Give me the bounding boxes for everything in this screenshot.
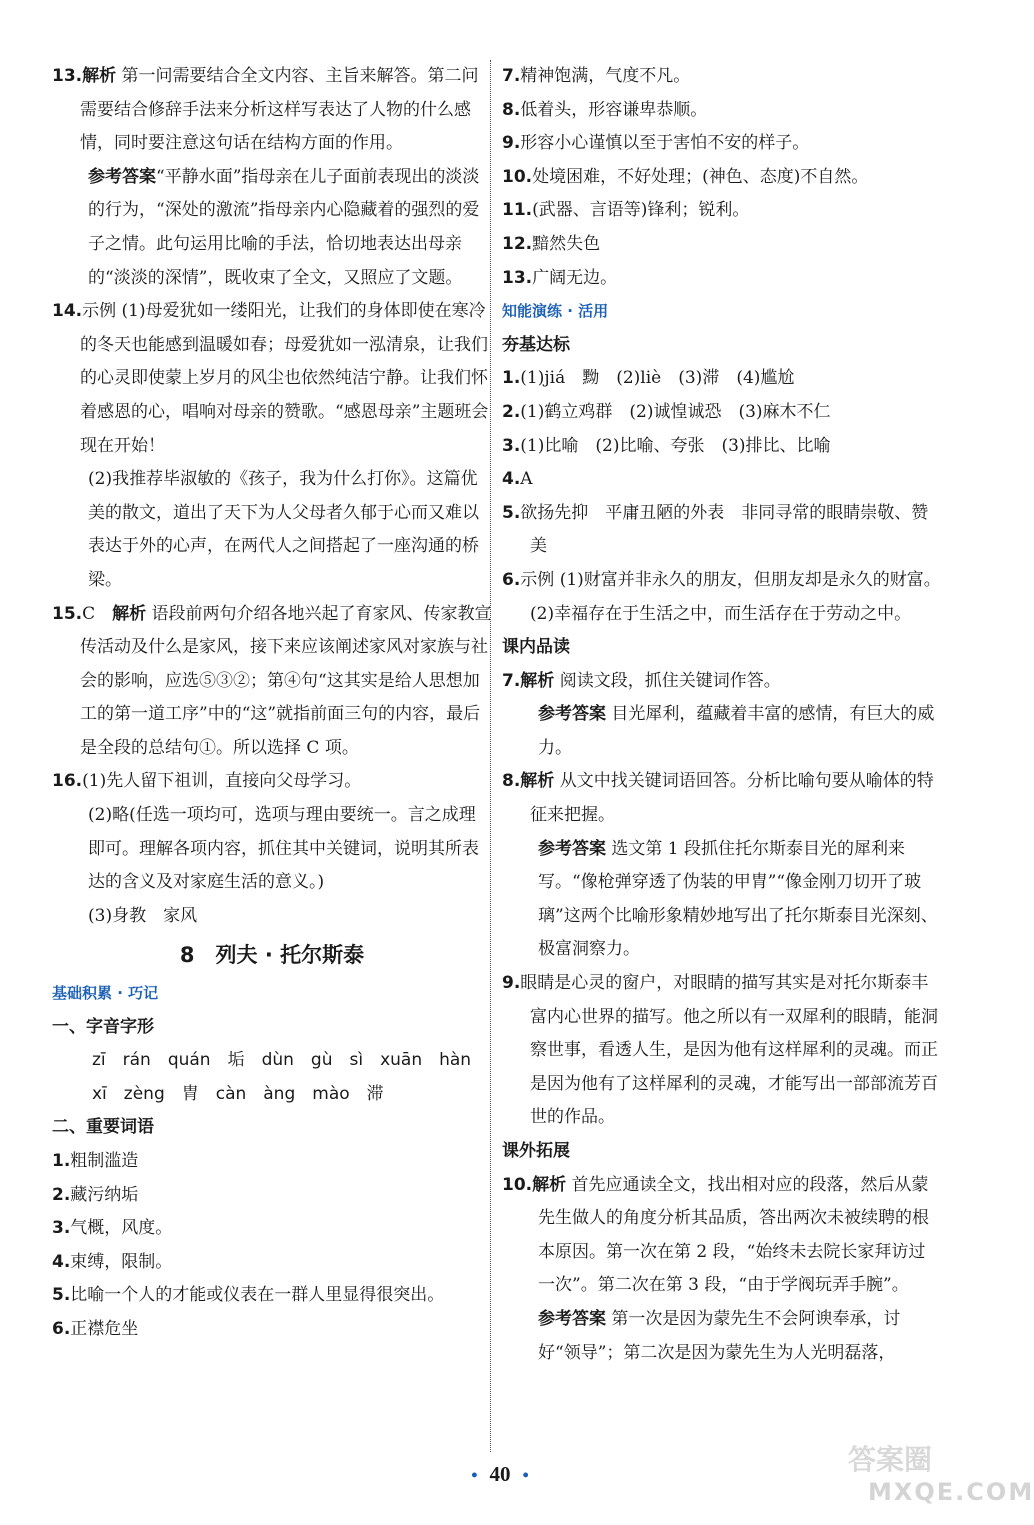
list-item: 2.(1)鹤立鸡群 (2)诚惶诚恐 (3)麻木不仁	[502, 401, 831, 422]
list-item: 12.黯然失色	[502, 233, 601, 254]
q16-part3: (3)身教 家风	[88, 905, 198, 926]
q16-part1: 16.(1)先人留下祖训，直接向父母学习。	[52, 771, 362, 792]
q16-part2: (2)略(任选一项均可，选项与理由要统一。言之成理即可。理解各项内容，抓住其中关键词，说明其所表达的含义及对家庭生活的意义。)	[88, 805, 479, 893]
list-item: 3.(1)比喻 (2)比喻、夸张 (3)排比、比喻	[502, 435, 831, 456]
list-item: 1.粗制滥造	[52, 1151, 139, 1171]
section-apply: 知能演练 · 活用	[502, 302, 609, 321]
sub-vocabulary: 二、重要词语	[52, 1117, 154, 1138]
list-item: 13.广阔无边。	[502, 267, 618, 288]
left-term-list	[52, 1145, 492, 1347]
q9: 9.眼睛是心灵的窗户，对眼睛的描写其实是对托尔斯泰丰富内心世界的描写。他之所以有一双犀利的眼睛，能洞察世事，看透人生，是因为他有这样犀利的灵魂。而正是因为他有了这样犀利的灵魂，才能写出一部部流芳百世的作品。	[502, 973, 938, 1128]
section-basic: 基础积累 · 巧记	[52, 984, 159, 1003]
q8-answer: 参考答案 选文第 1 段抓住托尔斯泰目光的犀利来写。“像枪弹穿透了伪装的甲胄”“像金刚刀切开了玻璃”这两个比喻形象精妙地写出了托尔斯泰目光深刻、极富洞察力。	[538, 838, 938, 960]
list-item: 2.藏污纳垢	[52, 1184, 139, 1205]
q14-part1: 14.示例 (1)母爱犹如一缕阳光，让我们的身体即使在寒冷的冬天也能感到温暖如春；母爱犹如一泓清泉，让我们的心灵即使蒙上岁月的风尘也依然纯洁宁静。让我们怀着感恩的心，唱响对母亲的赞歌。“感恩母亲”主题班会现在开始！	[52, 301, 489, 456]
list-item: 8.低着头，形容谦卑恭顺。	[502, 99, 708, 120]
list-item: 5.比喻一个人的才能或仪表在一群人里显得很突出。	[52, 1285, 445, 1306]
q8-analysis: 8.解析 从文中找关键词语回答。分析比喻句要从喻体的特征来把握。	[502, 771, 934, 826]
watermark-url: MXQE.COM	[868, 1478, 1034, 1506]
dot-icon: •	[522, 1465, 529, 1485]
q13-analysis: 13.解析 第一问需要结合全文内容、主旨来解答。第二问需要结合修辞手法来分析这样写表达了人物的什么感情，同时要注意这句话在结构方面的作用。	[52, 66, 479, 154]
list-item: 7.精神饱满，气度不凡。	[502, 66, 691, 86]
q13-answer: 参考答案“平静水面”指母亲在儿子面前表现出的淡淡的行为，“深处的激流”指母亲内心隐藏着的强烈的爱子之情。此句运用比喻的手法，恰切地表达出母亲的“淡淡的深情”，既收束了全文，又照应了文题。	[88, 166, 480, 288]
q5: 5.欲扬先抑 平庸丑陋的外表 非同寻常的眼睛崇敬、赞美	[502, 502, 929, 557]
sub-extension: 课外拓展	[502, 1141, 570, 1161]
q10-analysis: 10.解析 首先应通读全文，找出相对应的段落，然后从蒙先生做人的角度分析其品质，答出两次未被续聘的根本原因。第一次在第 2 段，“始终未去院长家拜访过一次”。第二次在第 3 段，“由于学阀玩弄手腕”。	[502, 1174, 929, 1296]
q10-answer: 参考答案 第一次是因为蒙先生不会阿谀奉承，讨好“领导”；第二次是因为蒙先生为人光明磊落，	[538, 1308, 901, 1363]
dot-icon: •	[471, 1465, 478, 1485]
page-number: • 40 •	[471, 1462, 529, 1486]
list-item: 4.A	[502, 469, 533, 490]
pinyin-line-2: xī zèng 胄 càn àng mào 滞	[92, 1083, 384, 1104]
watermark-logo: 答案圈	[848, 1443, 933, 1476]
q14-part2: (2)我推荐毕淑敏的《孩子，我为什么打你》。这篇优美的散文，道出了天下为人父母者久郁于心而又难以表达于外的心声，在两代人之间搭起了一座沟通的桥梁。	[88, 469, 479, 590]
list-item: 11.(武器、言语等)锋利；锐利。	[502, 200, 750, 221]
q7-analysis: 7.解析 阅读文段，抓住关键词作答。	[502, 670, 781, 691]
list-item: 10.处境困难，不好处理；(神色、态度)不自然。	[502, 166, 869, 187]
list-item: 4.束缚，限制。	[52, 1251, 173, 1272]
list-item: 9.形容小心谨慎以至于害怕不安的样子。	[502, 133, 810, 154]
right-column	[502, 60, 942, 1370]
sub-base: 夯基达标	[502, 334, 570, 355]
pinyin-line-1: zī rán quán 垢 dùn gù sì xuān hàn	[92, 1050, 472, 1071]
chapter-title: 8 列夫 · 托尔斯泰	[179, 943, 365, 968]
right-term-list	[502, 60, 942, 295]
column-divider	[490, 60, 491, 1452]
sub-class-reading: 课内品读	[502, 637, 570, 658]
list-item: 1.(1)jiá 黝 (2)liè (3)滞 (4)尴尬	[502, 368, 795, 389]
q7-answer: 参考答案 目光犀利，蕴藏着丰富的感情，有巨大的威力。	[538, 704, 935, 758]
list-item: 3.气概，风度。	[52, 1218, 173, 1239]
left-column	[52, 60, 492, 1347]
list-item: 6.正襟危坐	[52, 1318, 139, 1339]
q15: 15.C 解析 语段前两句介绍各地兴起了育家风、传家教宣传活动及什么是家风，接下来应该阐述家风对家族与社会的影响，应选⑤③②；第④句“这其实是给人思想加工的第一道工序”中的“这”就指前面三句的内容，最后是全段的总结句①。所以选择 C 项。	[52, 603, 492, 758]
q6: 6.示例 (1)财富并非永久的朋友，但朋友却是永久的财富。(2)幸福存在于生活之中，而生活存在于劳动之中。	[502, 569, 941, 624]
sub-pronunciation: 一、字音字形	[52, 1016, 154, 1037]
